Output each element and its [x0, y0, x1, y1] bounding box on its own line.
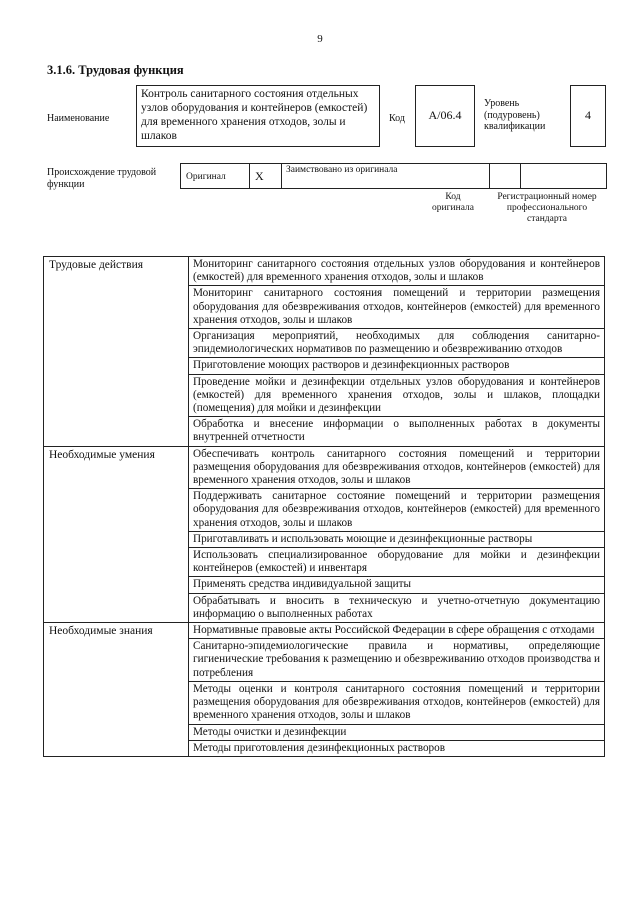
table-row	[44, 257, 605, 286]
table-row	[44, 623, 605, 639]
table-item: Организация мероприятий, необходимых для соблюдения санитарно-эпидемиологических нормативов по размещению и обезвреживанию отходов	[189, 329, 605, 358]
original-cell	[181, 164, 264, 188]
category-label: Необходимые знания	[44, 623, 189, 757]
table-item: Обработка и внесение информации о выполненных работах в документы внутренней отчетности	[189, 417, 605, 446]
table-item: Методы оценки и контроля санитарного состояния помещений и территории размещения оборудования для обезвреживания отходов, контейнеров (емкостей) для временного хранения отходов, золы и шлаков	[189, 681, 605, 724]
table-item: Методы очистки и дезинфекции	[189, 724, 605, 740]
table-row	[44, 446, 605, 489]
table-item: Нормативные правовые акты Российской Федерации в сфере обращения с отходами	[189, 623, 605, 639]
table-item: Мониторинг санитарного состояния помещений и территории размещения оборудования для обезвреживания отходов, контейнеров (емкостей) для временного хранения отходов, золы и шлаков	[189, 286, 605, 329]
functions-table	[43, 256, 605, 757]
table-item: Приготовление моющих растворов и дезинфекционных растворов	[189, 358, 605, 374]
table-item: Проведение мойки и дезинфекции отдельных узлов оборудования и контейнеров (емкостей) для временного хранения отходов, золы и шлаков, площадки (помещения) для мойки и дезинфекции	[189, 374, 605, 417]
table-item: Поддерживать санитарное состояние помещений и территории размещения оборудования для обезвреживания отходов, контейнеров (емкостей) для временного хранения отходов, золы и шлаков	[189, 489, 605, 532]
borrowed-cell	[281, 164, 521, 188]
code-original-cell	[489, 164, 490, 188]
table-item: Применять средства индивидуальной защиты	[189, 577, 605, 593]
page-number: 9	[317, 33, 323, 45]
table-item: Использовать специализированное оборудование для мойки и дезинфекции контейнеров (емкостей) и инвентаря	[189, 548, 605, 577]
table-item: Обрабатывать и вносить в техническую и учетно-отчетную документацию информацию о выполненных работах	[189, 593, 605, 622]
table-item: Методы приготовления дезинфекционных растворов	[189, 740, 605, 756]
code-value: А/06.4	[415, 85, 475, 147]
borrowed-label: Заимствовано из оригинала	[286, 165, 398, 175]
code-label: Код	[389, 113, 405, 124]
registration-caption: Регистрационный номер профессионального стандарта	[497, 192, 597, 224]
function-name: Контроль санитарного состояния отдельных узлов оборудования и контейнеров (емкостей) для временного хранения отходов, золы и шлаков	[136, 85, 380, 147]
origin-label: Происхождение трудовой функции	[47, 167, 157, 190]
level-label: Уровень (подуровень) квалификации	[484, 98, 546, 132]
section-title: 3.1.6. Трудовая функция	[47, 63, 184, 77]
original-mark: X	[255, 169, 264, 183]
origin-row	[180, 163, 607, 189]
name-label: Наименование	[47, 113, 110, 124]
table-item: Приготавливать и использовать моющие и дезинфекционные растворы	[189, 531, 605, 547]
category-label: Трудовые действия	[44, 257, 189, 447]
level-value: 4	[570, 85, 606, 147]
code-original-caption: Код оригинала	[432, 192, 474, 213]
table-item: Мониторинг санитарного состояния отдельных узлов оборудования и контейнеров (емкостей) для временного хранения отходов, золы и шлаков	[189, 257, 605, 286]
original-label: Оригинал	[186, 172, 226, 182]
table-item: Обеспечивать контроль санитарного состояния помещений и территории размещения оборудования для обезвреживания отходов, контейнеров (емкостей) для временного хранения отходов, золы и шлаков	[189, 446, 605, 489]
category-label: Необходимые умения	[44, 446, 189, 622]
table-item: Санитарно-эпидемиологические правила и нормативы, определяющие гигиенические требования к размещению и обезвреживанию отходов производства и потребления	[189, 639, 605, 682]
